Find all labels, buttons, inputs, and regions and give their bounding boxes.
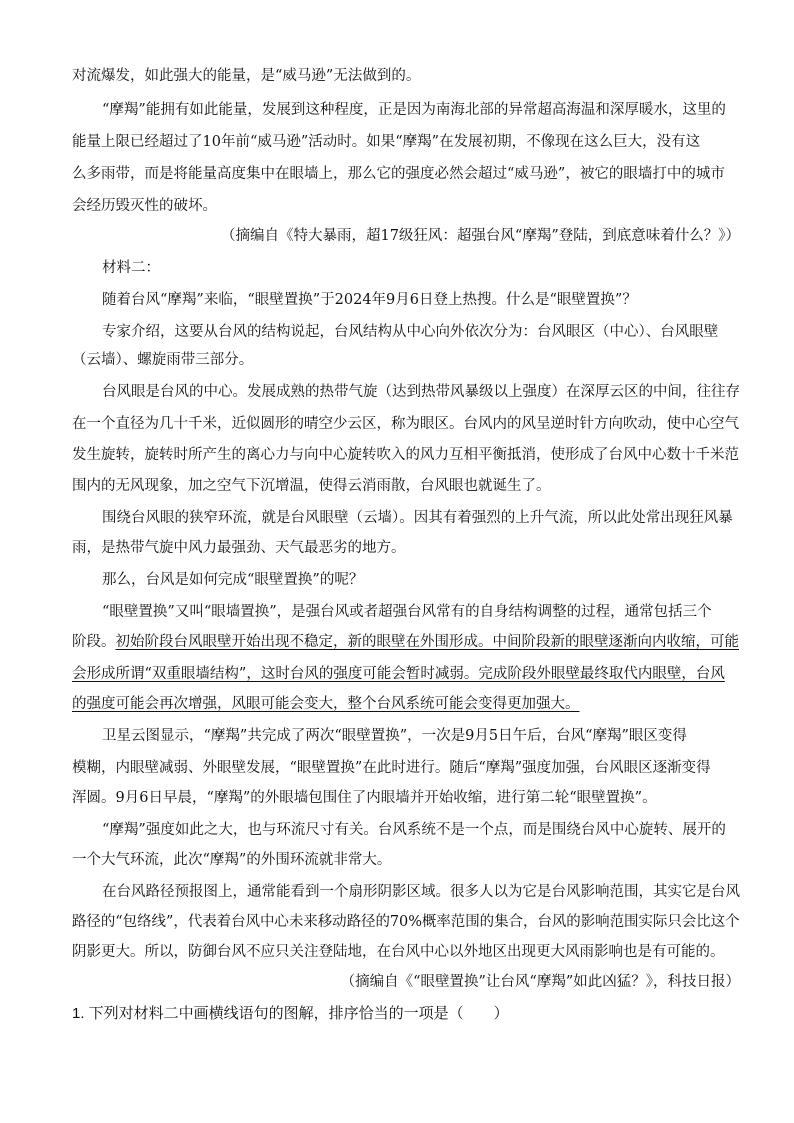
question-text: 1. 下列对材料二中画横线语句的图解，排序恰当的一项是（ ） xyxy=(72,1005,509,1022)
source-citation: （摘编自《“眼壁置换”让台风“摩羯”如此凶猛？》，科技日报） xyxy=(340,974,740,990)
paragraph-line: 卫星云图显示，“摩羯”共完成了两次“眼壁置换”，一次是9月5日午后，台风“摩羯”眼区变得 xyxy=(102,728,687,744)
paragraph-line: 在一个直径为几十千米，近似圆形的晴空少云区，称为眼区。台风内的风呈逆时针方向吹动，使中心空气 xyxy=(72,416,739,432)
paragraph-line: 在台风路径预报图上，通常能看到一个扇形阴影区域。很多人以为它是台风影响范围，其实它是台风 xyxy=(102,884,740,900)
paragraph-line: 一个大气环流，此次“摩羯”的外围环流就非常大。 xyxy=(72,852,392,868)
paragraph-line: 会经历毁灭性的破坏。 xyxy=(72,198,217,214)
plain-text: 阶段。 xyxy=(72,634,116,650)
paragraph-line: 台风眼是台风的中心。发展成熟的热带气旋（达到热带风暴级以上强度）在深厚云区的中间，往往存 xyxy=(102,384,740,400)
paragraph-line: “摩羯”能拥有如此能量，发展到这种程度，正是因为南海北部的异常超高海温和深厚暖水，这里的 xyxy=(102,102,726,118)
paragraph-line: 阴影更大。所以，防御台风不应只关注登陆地，在台风中心以外地区出现更大风雨影响也是有可能的。 xyxy=(72,944,725,960)
source-citation: （摘编自《特大暴雨，超17级狂风：超强台风“摩羯”登陆，到底意味着什么？》） xyxy=(220,228,740,244)
paragraph-line: 围绕台风眼的狭窄环流，就是台风眼壁（云墙）。因其有着强烈的上升气流，所以此处常出现狂风暴 xyxy=(102,510,733,526)
paragraph-line: 围内的无风现象，加之空气下沉增温，使得云消雨散，台风眼也就诞生了。 xyxy=(72,478,551,494)
paragraph-line: 么多雨带，而是将能量高度集中在眼墙上，那么它的强度必然会超过“威马逊”，被它的眼墙打中的城市 xyxy=(72,166,725,182)
paragraph-line: 对流爆发，如此强大的能量，是“威马逊”无法做到的。 xyxy=(72,68,421,84)
paragraph-line: 那么，台风是如何完成“眼壁置换”的呢？ xyxy=(102,572,364,588)
paragraph-line: 专家介绍，这要从台风的结构说起，台风结构从中心向外依次分为：台风眼区（中心）、台风眼壁 xyxy=(102,324,719,340)
paragraph-line: 雨，是热带气旋中风力最强劲、天气最恶劣的地方。 xyxy=(72,540,406,556)
paragraph-line: “眼壁置换”又叫“眼墙置换”，是强台风或者超强台风常有的自身结构调整的过程，通常包括三个 xyxy=(102,604,712,620)
paragraph-line: 浑圆。9月6日早晨，“摩羯”的外眼墙包围住了内眼墙并开始收缩，进行第二轮“眼壁置换”。 xyxy=(72,790,657,806)
underlined-line: 会形成所谓“双重眼墙结构”，这时台风的强度可能会暂时减弱。完成阶段外眼壁最终取代内眼壁，台风 xyxy=(72,666,725,682)
paragraph-line: 模糊，内眼壁减弱、外眼壁发展，“眼壁置换”在此时进行。随后“摩羯”强度加强，台风眼区逐渐变得 xyxy=(72,760,711,776)
section-heading: 材料二： xyxy=(102,260,160,276)
paragraph-line: 发生旋转，旋转时所产生的离心力与向中心旋转吹入的风力互相平衡抵消，使形成了台风中心数十千米范 xyxy=(72,447,739,463)
paragraph-line: 能量上限已经超过了10年前“威马逊”活动时。如果“摩羯”在发展初期，不像现在这么巨大，没有这 xyxy=(72,134,701,150)
paragraph-line xyxy=(72,632,739,652)
paragraph-line: 随着台风“摩羯”来临，“眼壁置换”于2024年9月6日登上热搜。什么是“眼壁置换”？ xyxy=(102,292,637,308)
paragraph-line: （云墙）、螺旋雨带三部分。 xyxy=(72,352,254,368)
paragraph-line: 路径的“包络线”，代表着台风中心未来移动路径的70%概率范围的集合，台风的影响范围实际只会比这个 xyxy=(72,914,740,930)
paragraph-line: “摩羯”强度如此之大，也与环流尺寸有关。台风系统不是一个点，而是围绕台风中心旋转、展开的 xyxy=(102,822,726,838)
underlined-line: 的强度可能会再次增强，风眼可能会变大，整个台风系统可能会变得更加强大。 xyxy=(72,696,580,712)
underlined-text: 初始阶段台风眼壁开始出现不稳定，新的眼壁在外围形成。中间阶段新的眼壁逐渐向内收缩，可能 xyxy=(115,634,739,650)
